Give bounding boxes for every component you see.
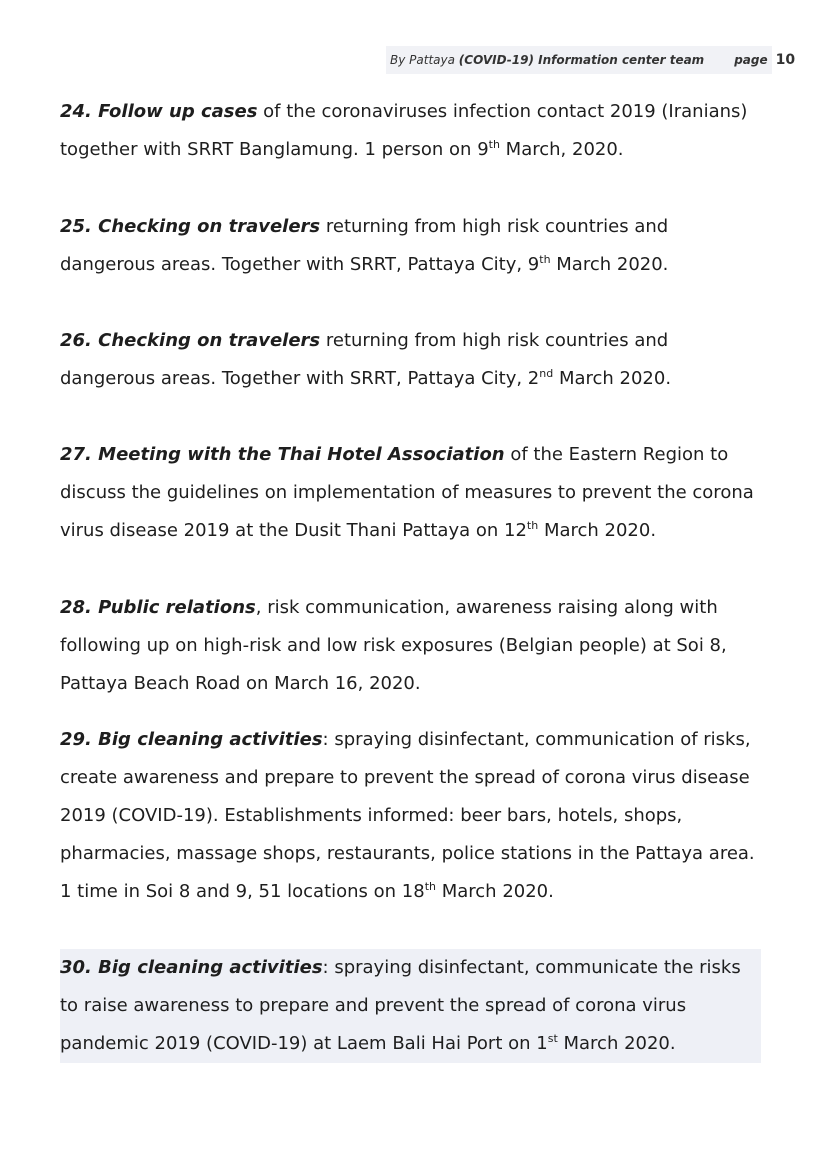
page-label — [734, 53, 767, 67]
entry-24-sup: th — [488, 138, 500, 151]
entry-26-sup: nd — [539, 367, 554, 380]
page-header — [386, 46, 796, 74]
entry-26 — [60, 322, 760, 398]
entry-24-text: of the coronaviruses infection contact 2019 (Iranians) together with SRRT Banglamung. 1 person on 9 — [60, 101, 748, 160]
entry-29-text: : spraying disinfectant, communication of risks, create awareness and prepare to prevent the spread of corona virus disease 2019 (COVID-19). Establishments informed: beer bars, hotels, shops, pharmacies, massage shops, restaurants, police stations in the Pattaya area. 1 time in Soi 8 and 9, 51 locations on 18 — [60, 729, 755, 902]
entry-30-sup: st — [547, 1032, 558, 1045]
entry-29-title: 29. Big cleaning activities — [60, 729, 323, 750]
entry-30-text: : spraying disinfectant, communicate the risks to raise awareness to prepare and prevent the spread of corona virus pandemic 2019 (COVID-19) at Laem Bali Hai Port on 1 — [60, 957, 741, 1054]
page-number: 10 — [775, 52, 796, 68]
entry-24 — [60, 93, 760, 169]
entry-27 — [60, 436, 760, 550]
entry-29 — [60, 721, 765, 911]
entry-26-text-end: March 2020. — [553, 368, 672, 389]
entry-24-title: 24. Follow up cases — [60, 101, 258, 122]
entry-27-title: 27. Meeting with the Thai Hotel Association — [60, 444, 505, 465]
entry-26-title: 26. Checking on travelers — [60, 330, 321, 351]
entry-27-text-end: March 2020. — [538, 520, 657, 541]
header-org — [390, 53, 704, 67]
entry-27-text: of the Eastern Region to discuss the guidelines on implementation of measures to prevent the corona virus disease 2019 at the Dusit Thani Pattaya on 12 — [60, 444, 754, 541]
entry-29-sup: th — [424, 880, 436, 893]
entry-25 — [60, 208, 760, 284]
page-label-text: page — [734, 53, 768, 67]
entry-25-text-end: March 2020. — [550, 254, 669, 275]
entry-24-text-end: March, 2020. — [499, 139, 624, 160]
entry-25-title: 25. Checking on travelers — [60, 216, 321, 237]
entry-25-text: returning from high risk countries and dangerous areas. Together with SRRT, Pattaya City, 9 — [60, 216, 669, 275]
entry-28-text: , risk communication, awareness raising along with following up on high-risk and low risk exposures (Belgian people) at Soi 8, Pattaya Beach Road on March 16, 2020. — [60, 597, 727, 694]
header-org-name: (COVID-19) Information center team — [458, 53, 705, 67]
header-prefix: By Pattaya — [390, 53, 455, 67]
entry-30-text-end: March 2020. — [557, 1033, 676, 1054]
entry-29-text-end: March 2020. — [436, 881, 554, 902]
entry-28 — [60, 589, 765, 703]
entry-26-text: returning from high risk countries and dangerous areas. Together with SRRT, Pattaya City, 2 — [60, 330, 669, 389]
entry-27-sup: th — [526, 519, 539, 532]
entry-28-title: 28. Public relations — [60, 597, 256, 618]
entry-30-title: 30. Big cleaning activities — [60, 957, 323, 978]
entry-30 — [60, 949, 761, 1063]
entry-25-sup: th — [539, 253, 551, 266]
